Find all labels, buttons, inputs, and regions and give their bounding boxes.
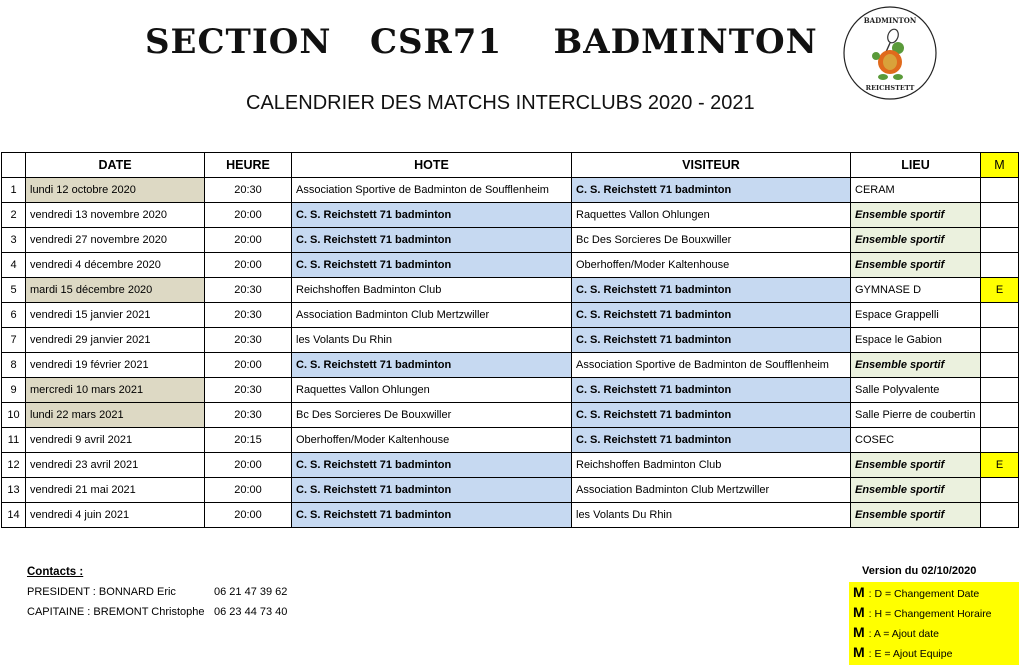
cell-hote: Association Sportive de Badminton de Soufflenheim: [292, 178, 572, 203]
modification-legend: [849, 582, 1019, 665]
table-row: [2, 178, 1019, 203]
president-phone: 06 21 47 39 62: [214, 586, 288, 598]
cell-visiteur: Bc Des Sorcieres De Bouxwiller: [572, 228, 851, 253]
legend-item: M : E = Ajout Equipe: [853, 644, 953, 660]
cell-visiteur: C. S. Reichstett 71 badminton: [572, 278, 851, 303]
cell-lieu: Ensemble sportif: [851, 503, 981, 528]
cell-visiteur: Oberhoffen/Moder Kaltenhouse: [572, 253, 851, 278]
cell-num: 14: [2, 503, 26, 528]
cell-heure: 20:00: [205, 453, 292, 478]
table-header-row: [2, 153, 1019, 178]
svg-text:REICHSTETT: REICHSTETT: [865, 84, 915, 92]
cell-date: vendredi 15 janvier 2021: [26, 303, 205, 328]
cell-heure: 20:00: [205, 253, 292, 278]
cell-hote: C. S. Reichstett 71 badminton: [292, 203, 572, 228]
cell-m: [981, 353, 1019, 378]
cell-num: 3: [2, 228, 26, 253]
cell-m: E: [981, 278, 1019, 303]
cell-hote: C. S. Reichstett 71 badminton: [292, 228, 572, 253]
cell-visiteur: C. S. Reichstett 71 badminton: [572, 178, 851, 203]
cell-lieu: COSEC: [851, 428, 981, 453]
cell-m: [981, 378, 1019, 403]
cell-visiteur: Association Badminton Club Mertzwiller: [572, 478, 851, 503]
cell-date: vendredi 23 avril 2021: [26, 453, 205, 478]
cell-num: 6: [2, 303, 26, 328]
cell-heure: 20:30: [205, 303, 292, 328]
table-row: [2, 403, 1019, 428]
page-title: SECTION CSR71 BADMINTON: [145, 22, 818, 62]
cell-hote: C. S. Reichstett 71 badminton: [292, 353, 572, 378]
table-row: [2, 353, 1019, 378]
cell-lieu: Salle Pierre de coubertin: [851, 403, 981, 428]
cell-m: [981, 403, 1019, 428]
legend-item: M : D = Changement Date: [853, 584, 980, 600]
cell-m: E: [981, 453, 1019, 478]
cell-m: [981, 328, 1019, 353]
cell-heure: 20:00: [205, 503, 292, 528]
captain-contact: CAPITAINE : BREMONT Christophe: [27, 606, 205, 618]
cell-lieu: Ensemble sportif: [851, 453, 981, 478]
version-label: Version du 02/10/2020: [862, 565, 977, 577]
cell-date: vendredi 4 juin 2021: [26, 503, 205, 528]
table-row: [2, 428, 1019, 453]
cell-hote: C. S. Reichstett 71 badminton: [292, 503, 572, 528]
cell-lieu: Ensemble sportif: [851, 253, 981, 278]
table-row: [2, 453, 1019, 478]
cell-lieu: GYMNASE D: [851, 278, 981, 303]
cell-hote: Reichshoffen Badminton Club: [292, 278, 572, 303]
cell-hote: C. S. Reichstett 71 badminton: [292, 453, 572, 478]
cell-visiteur: Association Sportive de Badminton de Soufflenheim: [572, 353, 851, 378]
cell-lieu: Espace Grappelli: [851, 303, 981, 328]
cell-heure: 20:30: [205, 328, 292, 353]
contacts-heading: Contacts :: [27, 566, 84, 578]
legend-item: M : A = Ajout date: [853, 624, 940, 640]
cell-num: 9: [2, 378, 26, 403]
cell-hote: C. S. Reichstett 71 badminton: [292, 478, 572, 503]
cell-date: vendredi 27 novembre 2020: [26, 228, 205, 253]
table-row: [2, 303, 1019, 328]
cell-heure: 20:30: [205, 178, 292, 203]
cell-hote: Association Badminton Club Mertzwiller: [292, 303, 572, 328]
cell-heure: 20:00: [205, 228, 292, 253]
cell-m: [981, 303, 1019, 328]
cell-lieu: Ensemble sportif: [851, 203, 981, 228]
table-row: [2, 378, 1019, 403]
cell-visiteur: C. S. Reichstett 71 badminton: [572, 303, 851, 328]
president-contact: PRESIDENT : BONNARD Eric: [27, 586, 176, 598]
cell-date: vendredi 9 avril 2021: [26, 428, 205, 453]
cell-hote: C. S. Reichstett 71 badminton: [292, 253, 572, 278]
table-row: [2, 278, 1019, 303]
cell-hote: les Volants Du Rhin: [292, 328, 572, 353]
match-calendar-table: [1, 152, 1019, 528]
legend-item: M : H = Changement Horaire: [853, 604, 992, 620]
cell-num: 8: [2, 353, 26, 378]
cell-m: [981, 253, 1019, 278]
col-header-visiteur: VISITEUR: [572, 153, 851, 178]
col-header-hote: HOTE: [292, 153, 572, 178]
cell-heure: 20:15: [205, 428, 292, 453]
cell-date: mercredi 10 mars 2021: [26, 378, 205, 403]
cell-num: 7: [2, 328, 26, 353]
col-header-num: [2, 153, 26, 178]
cell-m: [981, 503, 1019, 528]
cell-date: lundi 12 octobre 2020: [26, 178, 205, 203]
cell-heure: 20:00: [205, 478, 292, 503]
cell-visiteur: C. S. Reichstett 71 badminton: [572, 328, 851, 353]
table-row: [2, 203, 1019, 228]
svg-text:BADMINTON: BADMINTON: [863, 16, 917, 25]
cell-date: mardi 15 décembre 2020: [26, 278, 205, 303]
cell-lieu: Ensemble sportif: [851, 353, 981, 378]
table-row: [2, 253, 1019, 278]
cell-m: [981, 428, 1019, 453]
cell-date: vendredi 29 janvier 2021: [26, 328, 205, 353]
cell-hote: Bc Des Sorcieres De Bouxwiller: [292, 403, 572, 428]
cell-m: [981, 228, 1019, 253]
cell-visiteur: les Volants Du Rhin: [572, 503, 851, 528]
cell-visiteur: C. S. Reichstett 71 badminton: [572, 378, 851, 403]
cell-heure: 20:30: [205, 378, 292, 403]
cell-num: 4: [2, 253, 26, 278]
cell-num: 12: [2, 453, 26, 478]
cell-visiteur: Raquettes Vallon Ohlungen: [572, 203, 851, 228]
cell-num: 2: [2, 203, 26, 228]
table-row: [2, 503, 1019, 528]
cell-num: 13: [2, 478, 26, 503]
cell-visiteur: C. S. Reichstett 71 badminton: [572, 403, 851, 428]
cell-lieu: CERAM: [851, 178, 981, 203]
cell-num: 11: [2, 428, 26, 453]
captain-phone: 06 23 44 73 40: [214, 606, 288, 618]
cell-date: lundi 22 mars 2021: [26, 403, 205, 428]
cell-num: 5: [2, 278, 26, 303]
cell-lieu: Espace le Gabion: [851, 328, 981, 353]
cell-heure: 20:30: [205, 278, 292, 303]
cell-m: [981, 178, 1019, 203]
cell-hote: Oberhoffen/Moder Kaltenhouse: [292, 428, 572, 453]
col-header-heure: HEURE: [205, 153, 292, 178]
cell-m: [981, 478, 1019, 503]
table-row: [2, 478, 1019, 503]
cell-hote: Raquettes Vallon Ohlungen: [292, 378, 572, 403]
cell-heure: 20:30: [205, 403, 292, 428]
col-header-lieu: LIEU: [851, 153, 981, 178]
cell-num: 10: [2, 403, 26, 428]
cell-date: vendredi 13 novembre 2020: [26, 203, 205, 228]
club-logo: [843, 6, 937, 100]
cell-heure: 20:00: [205, 203, 292, 228]
cell-date: vendredi 21 mai 2021: [26, 478, 205, 503]
table-row: [2, 228, 1019, 253]
cell-lieu: Salle Polyvalente: [851, 378, 981, 403]
cell-lieu: Ensemble sportif: [851, 228, 981, 253]
table-row: [2, 328, 1019, 353]
col-header-date: DATE: [26, 153, 205, 178]
col-header-modification: M: [981, 153, 1019, 178]
cell-heure: 20:00: [205, 353, 292, 378]
cell-date: vendredi 19 février 2021: [26, 353, 205, 378]
cell-num: 1: [2, 178, 26, 203]
cell-m: [981, 203, 1019, 228]
cell-visiteur: C. S. Reichstett 71 badminton: [572, 428, 851, 453]
table-body: [2, 178, 1019, 528]
cell-date: vendredi 4 décembre 2020: [26, 253, 205, 278]
page-subtitle: CALENDRIER DES MATCHS INTERCLUBS 2020 - 2021: [246, 92, 755, 114]
cell-visiteur: Reichshoffen Badminton Club: [572, 453, 851, 478]
cell-lieu: Ensemble sportif: [851, 478, 981, 503]
